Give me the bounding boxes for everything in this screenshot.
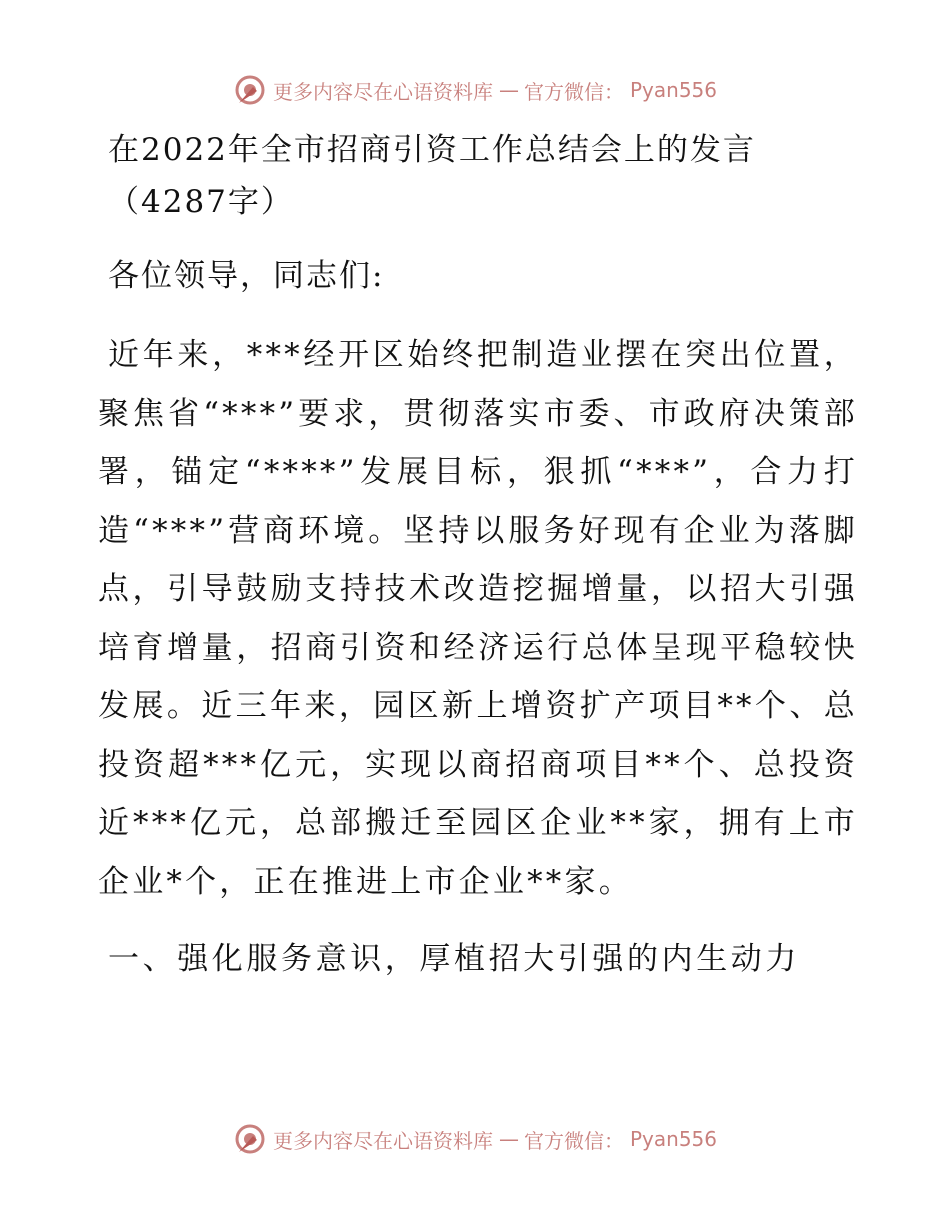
section-heading: 一、强化服务意识，厚植招大引强的内生动力 (108, 941, 800, 977)
pen-seal-icon (233, 1122, 267, 1156)
watermark-wechat-label: 官方微信： (523, 79, 624, 104)
document-title: 在2022年全市招商引资工作总结会上的发言 (108, 132, 756, 168)
watermark-site-text: 更多内容尽在心语资料库 (272, 79, 493, 104)
body-paragraph: 近年来，***经开区始终把制造业摆在突出位置，聚焦省“***”要求，贯彻落实市委、市政府决策部署，锚定“****”发展目标，狠抓“***”，合力打造“***”营商环境。坚持以服务好现有企业为落脚点，引导鼓励支持技术改造挖掘增量，以招大引强培育增量，招商引资和经济运行总体呈现平稳较快发展。近三年来，园区新上增资扩产项目**个、总投资超***亿元，实现以商招商项目**个、总投资近***亿元，总部搬迁至园区企业**家，拥有上市企业*个，正在推进上市企业**家。 (98, 337, 858, 900)
watermark-wechat-id: Pyan556 (629, 78, 717, 102)
footer-watermark (0, 1121, 950, 1157)
watermark-separator: — (498, 78, 518, 102)
watermark-separator: — (498, 1127, 518, 1151)
document-body (98, 124, 858, 985)
watermark-site-text: 更多内容尽在心语资料库 (272, 1128, 493, 1153)
pen-seal-icon (233, 73, 267, 107)
document-subtitle: （4287字） (108, 184, 294, 220)
watermark-wechat-label: 官方微信： (523, 1128, 624, 1153)
greeting-line: 各位领导，同志们: (108, 258, 385, 294)
watermark-wechat-id: Pyan556 (629, 1127, 717, 1151)
header-watermark (0, 72, 950, 108)
